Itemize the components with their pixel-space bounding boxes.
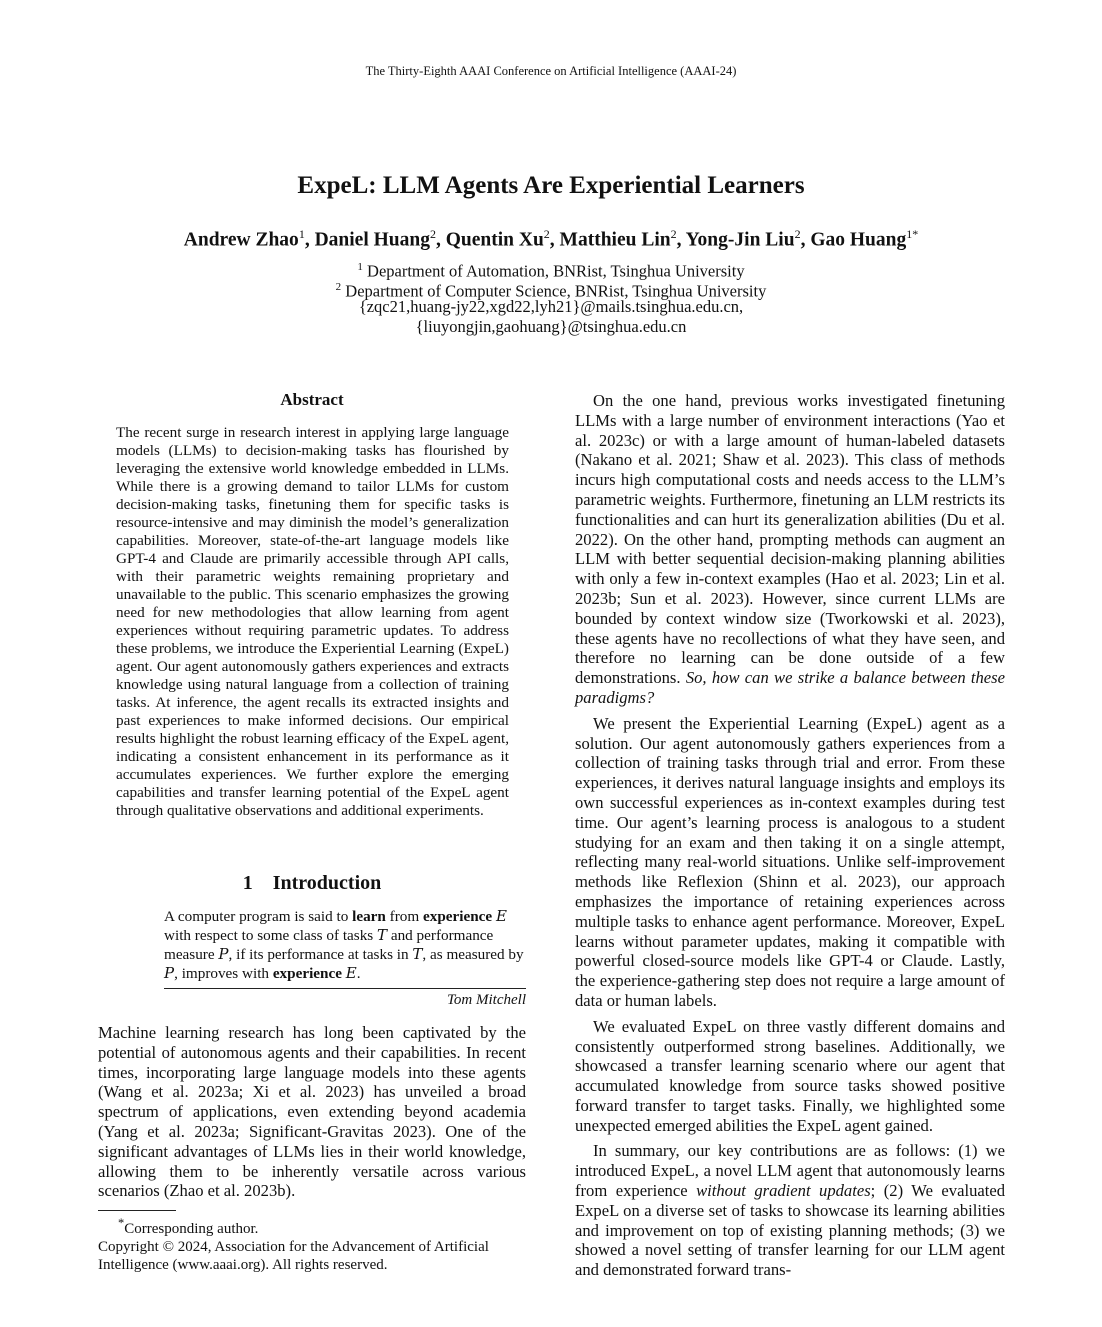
author-sup: 2 — [429, 227, 436, 241]
paragraph: We evaluated ExpeL on three vastly different domains and consistently outperformed strong baselines. Additionally, we showcased a transfer learning scenario where our agent that accumulated knowledge from source tasks showed positive forward transfer to target tasks. Finally, we highlighted some unexpected emerged abilities the ExpeL agent gained. — [575, 1016, 1005, 1135]
author-name: Daniel Huang — [314, 229, 430, 251]
paper-title: ExpeL: LLM Agents Are Experiential Learners — [297, 172, 805, 199]
epigraph-quote: A computer program is said to learn from experience E with respect to some class of tasks T and performance measure P, if its performance at tasks in T, as measured by P, improves with experience E. — [164, 907, 524, 982]
author-name: Yong-Jin Liu — [685, 229, 795, 251]
author-sup: 1 — [298, 227, 305, 241]
affiliation-text: Department of Automation, BNRist, Tsinghua University — [367, 261, 745, 281]
author-name: Quentin Xu — [445, 229, 544, 251]
email-line-1: {zqc21,huang-jy22,xgd22,lyh21}@mails.tsinghua.edu.cn, — [358, 297, 744, 316]
footnote-rule — [98, 1210, 176, 1211]
author-sup: 2 — [794, 227, 801, 241]
footnote — [98, 1214, 528, 1274]
right-column-body — [575, 391, 1005, 1286]
section-heading-introduction: 1 Introduction — [242, 872, 382, 894]
paragraph: In summary, our key contributions are as follows: (1) we introduced ExpeL, a novel LLM agent that autonomously learns from experience without gradient updates; (2) We evaluated ExpeL on a diverse set of tasks to showcase its learning abilities and improvement on top of existing planning methods; (3) we showed a novel setting of transfer learning for our LLM agent and demonstrated forward trans- — [575, 1141, 1006, 1280]
author-name: Andrew Zhao — [183, 229, 299, 251]
intro-paragraph: Machine learning research has long been captivated by the potential of autonomous agents and their capabilities. In recent times, incorporating large language models into these agents (Wang et al. 2023a; Xi et al. 2023) has unveiled a broad spectrum of applications, even extending beyond academia (Yang et al. 2023a; Significant-Gravitas 2023). One of the significant advantages of LLMs lies in their world knowledge, allowing them to be inherently versatile across various scenarios (Zhao et al. 2023b). — [98, 1023, 526, 1201]
affiliation-sup: 2 — [335, 281, 342, 293]
paragraph: We present the Experiential Learning (ExpeL) agent as a solution. Our agent autonomously gathers experiences from a collection of training tasks through trial and error. From these experiences, it derives natural language insights and employs its own successful experiences as in-context examples during test time. Our agent’s learning process is analogous to a student studying for an exam and then taking it on a single attempt, reflecting many real-world situations. Unlike self-improvement methods like Reflexion (Shinn et al. 2023), our approach emphasizes the importance of retaining experiences across multiple tasks to enhance agent performance. Moreover, ExpeL learns without parameter updates, making it compatible with powerful closed-source models like GPT-4 or Claude. Lastly, the experience-gathering step does not require a large amount of data or human labels. — [575, 713, 1005, 1010]
abstract-body: The recent surge in research interest in applying large language models (LLMs) to decision-making tasks has flourished by leveraging the extensive world knowledge embedded in LLMs. While there is a growing demand to tailor LLMs for custom decision-making tasks, finetuning them for specific tasks is resource-intensive and may diminish the model’s generalization capabilities. Moreover, state-of-the-art language models like GPT-4 and Claude are primarily accessible through API calls, with their parametric weights remaining proprietary and unavailable to the public. This scenario emphasizes the growing need for new methodologies that allow learning from agent experiences without requiring parametric updates. To address these problems, we introduce the Experiential Learning (ExpeL) agent. Our agent autonomously gathers experiences and extracts knowledge using natural language from a collection of training tasks. At inference, the agent recalls its extracted insights and past experiences to make informed decisions. Our empirical results highlight the robust learning efficacy of the ExpeL agent, indicating a consistent enhancement in its performance as it accumulates experiences. We further explore the emerging capabilities and transfer learning potential of the ExpeL agent through qualitative observations and additional experiments. — [116, 424, 509, 819]
author-name: Gao Huang — [810, 229, 907, 251]
author-sup: 1* — [906, 227, 919, 241]
author-sup: 2 — [543, 227, 550, 241]
affiliation-sup: 1 — [357, 261, 363, 273]
author-list: Andrew Zhao$^1$, Daniel Huang$^2$, Quentin Xu$^2$, Matthieu Lin$^2$, Yong-Jin Liu$^2$, Gao Huang$^{1*}$ — [183, 227, 919, 251]
conference-header: The Thirty-Eighth AAAI Conference on Artificial Intelligence (AAAI-24) — [365, 64, 737, 78]
author-sup: 2 — [670, 227, 677, 241]
footnote-marker: * — [118, 1216, 125, 1230]
footnote-corresponding: Corresponding author. — [124, 1221, 259, 1237]
paragraph: On the one hand, previous works investigated finetuning LLMs with a large number of environment interactions (Yao et al. 2023c) or with a large amount of human-labeled datasets (Nakano et al. 2021; Shaw et al. 2023). This class of methods incurs high computational costs and needs access to the LLM’s parametric weights. Furthermore, finetuning an LLM restricts its functionalities and can hurt its generalization abilities (Du et al. 2022). On the other hand, prompting methods can augment an LLM with better sequential decision-making planning abilities with only a few in-context examples (Hao et al. 2023; Lin et al. 2023b; Sun et al. 2023). However, since current LLMs are bounded by context window size (Tworkowski et al. 2023), these agents have no recollections of what they have seen, and therefore no learning can be done outside of a few demonstrations. So, how can we strike a balance between these paradigms? — [575, 391, 1005, 707]
affiliation-text: Department of Computer Science, BNRist, Tsinghua University — [345, 281, 767, 301]
email-line-2: {liuyongjin,gaohuang}@tsinghua.edu.cn — [415, 317, 687, 336]
author-name: Matthieu Lin — [559, 229, 671, 251]
epigraph-author: Tom Mitchell — [446, 992, 526, 1008]
epigraph-rule — [164, 988, 526, 989]
abstract-heading: Abstract — [280, 390, 344, 409]
footnote-copyright: Copyright © 2024, Association for the Advancement of Artificial Intelligence (www.aaai.org). All rights reserved. — [98, 1239, 489, 1273]
